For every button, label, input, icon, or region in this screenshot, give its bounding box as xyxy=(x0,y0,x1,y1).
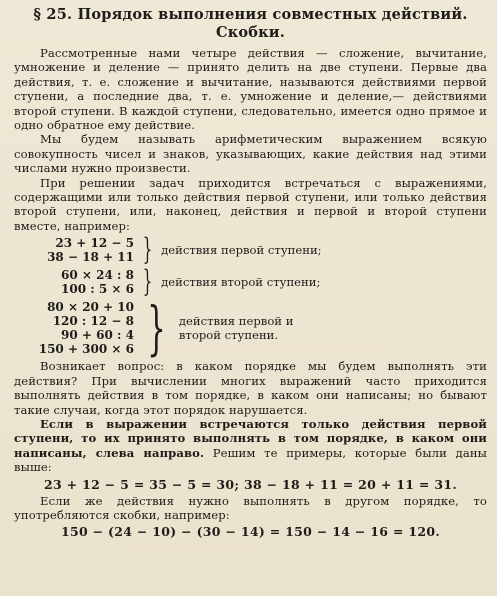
brace-icon: } xyxy=(142,232,153,268)
brace-icon: } xyxy=(142,264,153,300)
paragraph-left-to-right-rule xyxy=(14,417,487,475)
example-expressions xyxy=(14,236,134,264)
example-expressions xyxy=(14,300,134,356)
section-title-line-2: Скобки. xyxy=(215,24,286,41)
example-label: действия второй ступени; xyxy=(161,275,321,290)
example-expression: 150 + 300 × 6 xyxy=(38,342,134,357)
paragraph-order-question: Возникает вопрос: в каком порядке мы будем выполнять эти действия? При вычислении многих выражений часто приходится выполнять действия в том порядке, в каком они написаны; но бывают такие случаи, когда этот порядок нарушается. xyxy=(14,359,487,417)
example-group-first-step xyxy=(14,232,487,268)
example-label: действия первой и второй ступени. xyxy=(178,313,294,343)
example-expression: 100 : 5 × 6 xyxy=(61,282,134,297)
example-expression: 90 + 60 : 4 xyxy=(61,328,134,343)
brace-icon: } xyxy=(147,294,166,363)
example-expression: 23 + 12 − 5 xyxy=(55,236,134,251)
paragraph-expression-definition: Мы будем называть арифметическим выражением всякую совокупность чисел и знаков, указывающих, какие действия над этими числами нужно произвести. xyxy=(14,132,487,176)
example-label: действия первой ступени; xyxy=(161,243,322,258)
formula-first-step: 23 + 12 − 5 = 35 − 5 = 30; 38 − 18 + 11 = 20 + 11 = 31. xyxy=(44,476,457,492)
section-title xyxy=(14,6,487,42)
rule-followup-text: Решим те примеры, которые были даны выше: xyxy=(14,445,487,475)
example-expression: 38 − 18 + 11 xyxy=(47,250,134,265)
example-group-mixed-steps xyxy=(14,294,487,363)
example-expression: 120 : 12 − 8 xyxy=(52,314,134,329)
paragraph-parentheses-intro: Если же действия нужно выполнять в другом порядке, то употребляются скобки, например: xyxy=(14,493,487,522)
example-group-second-step xyxy=(14,264,487,300)
example-expression: 80 × 20 + 10 xyxy=(47,300,134,315)
rule-text: Если в выражении встречаются только действия первой ступени, то их принято выполнять в том порядке, в каком они написаны, слева направо. xyxy=(14,416,487,460)
paragraph-examples-intro: При решении задач приходится встречаться с выражениями, содержащими или только действия первой ступени, или только действия второй ступени, или, наконец, действия и первой и второй ступени вместе, например: xyxy=(14,175,487,233)
example-expression: 60 × 24 : 8 xyxy=(61,268,134,283)
example-expressions xyxy=(14,268,134,296)
section-title-line-1: § 25. Порядок выполнения совместных действий. xyxy=(33,6,468,23)
formula-parentheses: 150 − (24 − 10) − (30 − 14) = 150 − 14 − 16 = 120. xyxy=(60,524,441,540)
paragraph-steps-intro: Рассмотренные нами четыре действия — сложение, вычитание, умножение и деление — принято делить на две ступени. Первые два действия, т. е. сложение и вычитание, называются действиями первой ступени, а последние два, т. е. умножение и деление,— действиями второй ступени. В каждой ступени, следовательно, имеется одно прямое и одно обратное ему действие. xyxy=(14,46,487,133)
